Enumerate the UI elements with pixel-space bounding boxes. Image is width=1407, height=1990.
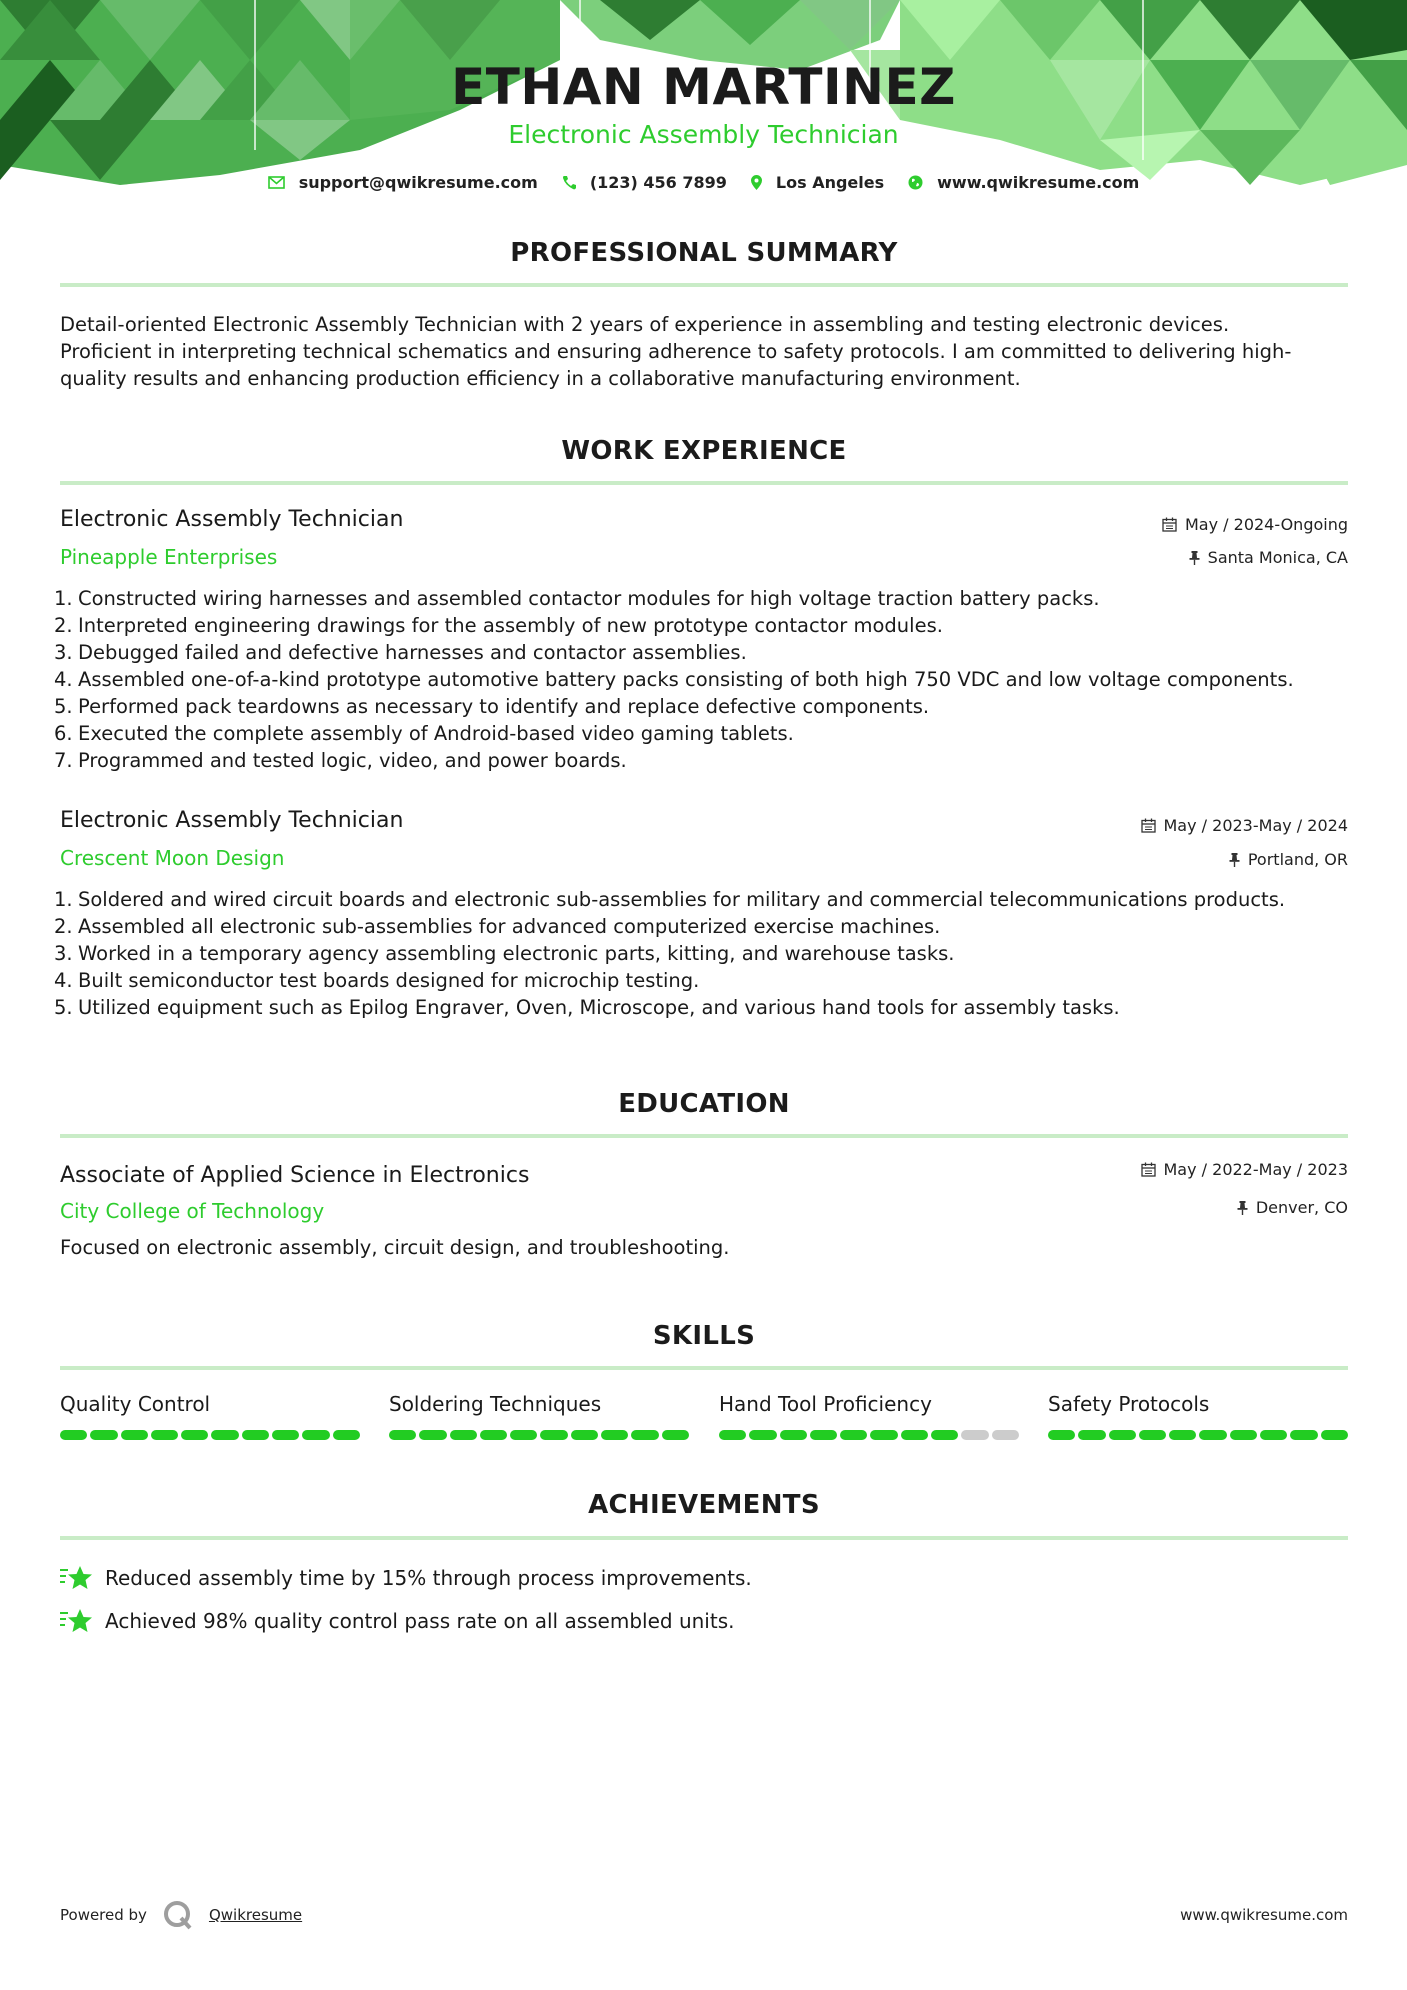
list-item: 7. Programmed and tested logic, video, and power boards. [54, 749, 627, 772]
skill-name: Quality Control [60, 1392, 211, 1416]
skill-segment-filled [1078, 1430, 1105, 1440]
star-award-icon [60, 1607, 93, 1635]
skill-level-bar [1048, 1430, 1348, 1440]
candidate-name: ETHAN MARTINEZ [451, 58, 956, 116]
job-company: Pineapple Enterprises [60, 545, 278, 569]
skill-segment-filled [1109, 1430, 1136, 1440]
skill-level-bar [60, 1430, 360, 1440]
skill-segment-filled [1199, 1430, 1226, 1440]
skill-segment-filled [419, 1430, 446, 1440]
experience-heading: WORK EXPERIENCE [561, 436, 847, 466]
summary-text [60, 311, 1350, 392]
list-item: 3. Debugged failed and defective harnesses and contactor assemblies. [54, 641, 747, 664]
skill-segment-filled [333, 1430, 360, 1440]
skill-segment-filled [510, 1430, 537, 1440]
list-item: 5. Performed pack teardowns as necessary to identify and replace defective components. [54, 695, 930, 718]
skill-level-bar [719, 1430, 1019, 1440]
skill-segment-filled [901, 1430, 928, 1440]
skill-segment-empty [961, 1430, 988, 1440]
skill-segment-filled [450, 1430, 477, 1440]
skill-item [60, 1392, 360, 1416]
contact-phone-text: (123) 456 7899 [589, 173, 727, 192]
education-location-text: Denver, CO [1255, 1198, 1348, 1217]
contact-website[interactable] [908, 173, 1139, 192]
skill-segment-filled [1260, 1430, 1287, 1440]
achievements-heading: ACHIEVEMENTS [588, 1490, 820, 1520]
job-company: Crescent Moon Design [60, 846, 285, 870]
job-dates-text: May / 2024-Ongoing [1185, 515, 1348, 534]
skill-segment-filled [1169, 1430, 1196, 1440]
education-description: Focused on electronic assembly, circuit design, and troubleshooting. [60, 1236, 730, 1259]
list-item: 2. Assembled all electronic sub-assemblies for advanced computerized exercise machines. [54, 915, 941, 938]
skill-segment-filled [211, 1430, 238, 1440]
skill-segment-filled [631, 1430, 658, 1440]
skill-segment-filled [1230, 1430, 1257, 1440]
skill-segment-empty [992, 1430, 1019, 1440]
skill-item [389, 1392, 689, 1416]
powered-by-label: Powered by [60, 1906, 147, 1924]
skill-segment-filled [810, 1430, 837, 1440]
skill-item [1048, 1392, 1348, 1416]
list-item: 4. Assembled one-of-a-kind prototype automotive battery packs consisting of both high 750 VDC and low voltage components. [54, 668, 1294, 691]
skill-segment-filled [1048, 1430, 1075, 1440]
skill-segment-filled [181, 1430, 208, 1440]
education-location [1237, 1198, 1348, 1217]
skill-segment-filled [480, 1430, 507, 1440]
footer-website[interactable]: www.qwikresume.com [1180, 1906, 1348, 1924]
pushpin-icon [1237, 1201, 1248, 1215]
job-title: Electronic Assembly Technician [60, 507, 404, 532]
skill-segment-filled [780, 1430, 807, 1440]
achievement-text: Achieved 98% quality control pass rate on all assembled units. [105, 1609, 735, 1633]
job-location [1229, 850, 1348, 869]
school-name: City College of Technology [60, 1199, 325, 1223]
job-bullets [54, 886, 1368, 1021]
skill-segment-filled [540, 1430, 567, 1440]
skill-segment-filled [272, 1430, 299, 1440]
skill-segment-filled [90, 1430, 117, 1440]
contact-location-text: Los Angeles [775, 173, 885, 192]
skill-segment-filled [60, 1430, 87, 1440]
education-divider [60, 1134, 1348, 1138]
skill-level-bar [389, 1430, 689, 1440]
list-item: 4. Built semiconductor test boards designed for microchip testing. [54, 969, 700, 992]
skill-segment-filled [931, 1430, 958, 1440]
skill-segment-filled [121, 1430, 148, 1440]
achievements-divider [60, 1536, 1348, 1540]
skill-segment-filled [389, 1430, 416, 1440]
skill-segment-filled [1321, 1430, 1348, 1440]
pushpin-icon [1189, 551, 1200, 565]
summary-heading: PROFESSIONAL SUMMARY [510, 238, 898, 268]
experience-divider [60, 481, 1348, 485]
skill-name: Safety Protocols [1048, 1392, 1210, 1416]
education-heading: EDUCATION [618, 1089, 790, 1119]
summary-line: Detail-oriented Electronic Assembly Technician with 2 years of experience in assembling and testing electronic devices. [60, 313, 1230, 336]
job-dates [1162, 515, 1348, 534]
education-dates [1141, 1160, 1349, 1179]
skill-segment-filled [719, 1430, 746, 1440]
skills-divider [60, 1366, 1348, 1370]
job-location-text: Portland, OR [1247, 850, 1348, 869]
list-item: 1. Soldered and wired circuit boards and electronic sub-assemblies for military and commercial telecommunications products. [54, 888, 1286, 911]
skill-name: Soldering Techniques [389, 1392, 602, 1416]
pushpin-icon [1229, 853, 1240, 867]
summary-line: quality results and enhancing production efficiency in a collaborative manufacturing environment. [60, 367, 1021, 390]
mail-icon [268, 176, 285, 189]
contact-email-text: support@qwikresume.com [298, 173, 538, 192]
skill-segment-filled [601, 1430, 628, 1440]
star-award-icon [60, 1564, 93, 1592]
phone-icon [562, 175, 576, 190]
skill-segment-filled [151, 1430, 178, 1440]
education-dates-text: May / 2022-May / 2023 [1163, 1160, 1348, 1179]
qwikresume-logo-icon [163, 1900, 193, 1930]
list-item: 2. Interpreted engineering drawings for the assembly of new prototype contactor modules. [54, 614, 943, 637]
calendar-icon [1141, 818, 1156, 833]
summary-line: Proficient in interpreting technical schematics and ensuring adherence to safety protocols. I am committed to delivering high- [60, 340, 1292, 363]
skills-heading: SKILLS [652, 1321, 756, 1351]
skill-segment-filled [242, 1430, 269, 1440]
list-item: 1. Constructed wiring harnesses and assembled contactor modules for high voltage traction battery packs. [54, 587, 1100, 610]
calendar-icon [1162, 517, 1177, 532]
footer-powered-by [60, 1900, 302, 1930]
skill-segment-filled [1139, 1430, 1166, 1440]
achievement-item [60, 1607, 734, 1635]
job-dates [1141, 816, 1349, 835]
skill-segment-filled [749, 1430, 776, 1440]
location-pin-icon [751, 175, 762, 190]
skill-segment-filled [840, 1430, 867, 1440]
job-location-text: Santa Monica, CA [1207, 548, 1348, 567]
list-item: 3. Worked in a temporary agency assembling electronic parts, kitting, and warehouse tasks. [54, 942, 955, 965]
contact-website-text: www.qwikresume.com [937, 173, 1140, 192]
globe-icon [908, 175, 923, 190]
list-item: 5. Utilized equipment such as Epilog Engraver, Oven, Microscope, and various hand tools for assembly tasks. [54, 996, 1120, 1019]
skill-segment-filled [571, 1430, 598, 1440]
achievement-item [60, 1564, 752, 1592]
list-item: 6. Executed the complete assembly of Android-based video gaming tablets. [54, 722, 794, 745]
contact-row [0, 173, 1407, 192]
job-title: Electronic Assembly Technician [60, 808, 404, 833]
contact-email[interactable] [268, 173, 538, 192]
skill-segment-filled [302, 1430, 329, 1440]
achievement-text: Reduced assembly time by 15% through process improvements. [105, 1566, 752, 1590]
skill-segment-filled [1290, 1430, 1317, 1440]
skill-item [719, 1392, 1019, 1416]
job-dates-text: May / 2023-May / 2024 [1163, 816, 1348, 835]
job-bullets [54, 585, 1368, 774]
summary-divider [60, 283, 1348, 287]
degree-title: Associate of Applied Science in Electronics [60, 1163, 530, 1188]
calendar-icon [1141, 1162, 1156, 1177]
candidate-title: Electronic Assembly Technician [508, 120, 899, 149]
contact-location [751, 173, 884, 192]
skill-segment-filled [870, 1430, 897, 1440]
skill-segment-filled [662, 1430, 689, 1440]
job-location [1189, 548, 1348, 567]
skill-name: Hand Tool Proficiency [719, 1392, 932, 1416]
contact-phone[interactable] [562, 173, 727, 192]
qwikresume-link[interactable]: Qwikresume [208, 1906, 303, 1924]
